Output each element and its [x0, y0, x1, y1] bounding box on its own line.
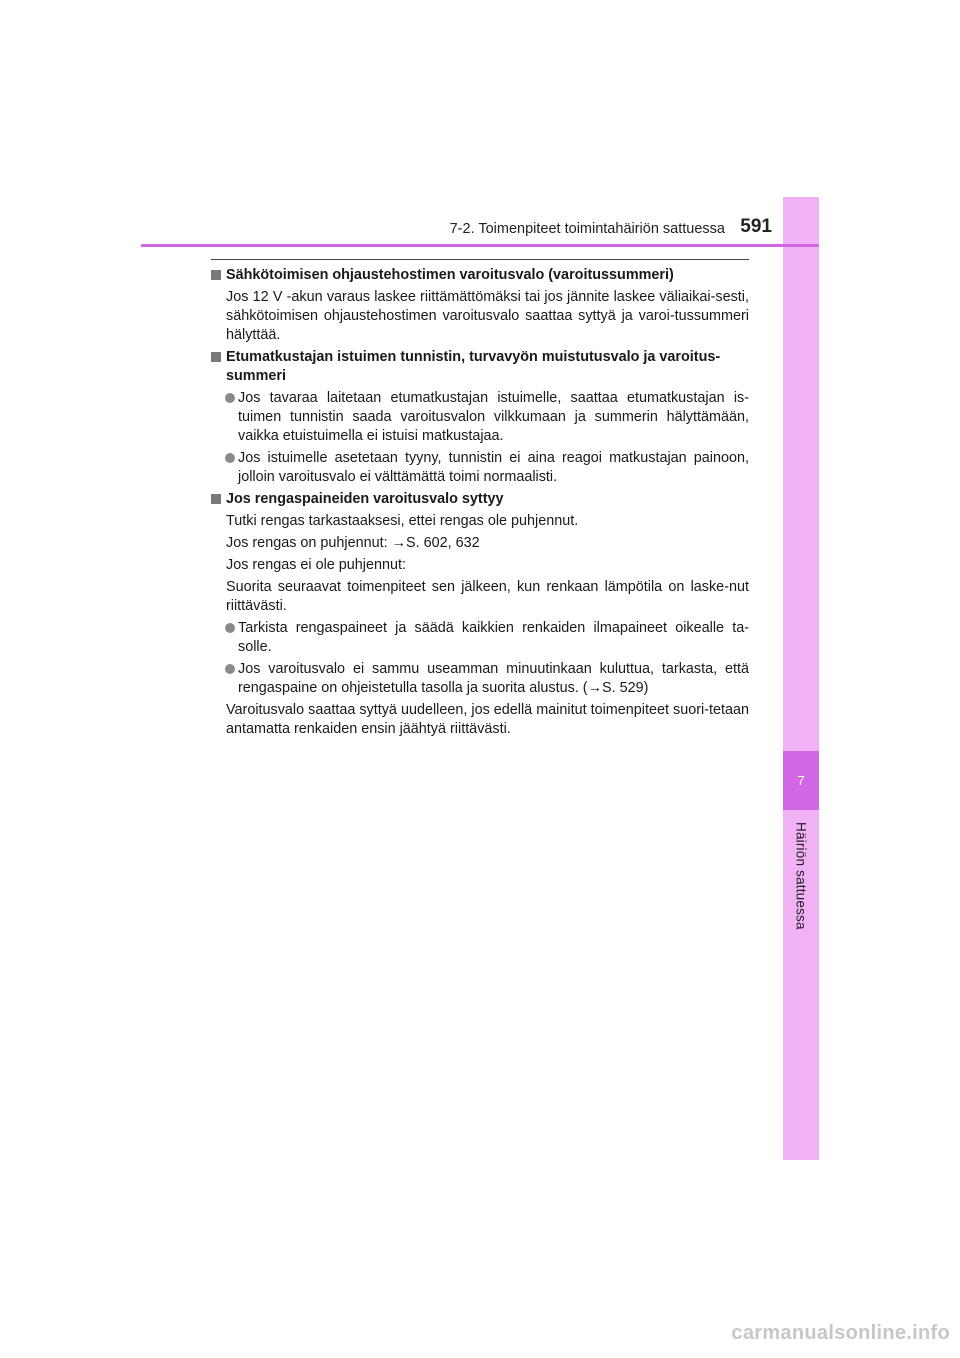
section-heading: Sähkötoimisen ohjaustehostimen varoitusvalo (varoitussummeri)	[211, 266, 749, 285]
header-rule	[141, 244, 819, 247]
square-bullet-icon	[211, 494, 221, 504]
section-heading: Etumatkustajan istuimen tunnistin, turvavyön muistutusvalo ja varoitus-summeri	[211, 348, 749, 386]
round-bullet-icon	[225, 393, 235, 403]
paragraph: Jos 12 V -akun varaus laskee riittämättömäksi tai jos jännite laskee väliaikai-sesti, sähkötoimisen ohjaustehostimen varoitusvalo saattaa syttyä ja varoi-tussummeri hälyttää.	[226, 289, 749, 343]
paragraph: Varoitusvalo saattaa syttyä uudelleen, jos edellä mainitut toimenpiteet suori-tetaan antamatta renkaiden ensin jäähtyä riittävästi.	[226, 702, 749, 737]
paragraph: Tutki rengas tarkastaaksesi, ettei rengas ole puhjennut.	[226, 513, 579, 529]
page-number: 591	[740, 216, 772, 237]
content-divider	[211, 259, 749, 260]
page-content	[211, 266, 749, 742]
list-item: Jos tavaraa laitetaan etumatkustajan istuimelle, saattaa etumatkustajan is-tuimen tunnistin saada varoitusvalon vilkkumaan ja summerin hälyttämään, vaikka etuistuimella ei istuisi matkustajaa.	[211, 389, 749, 446]
page-header	[141, 214, 819, 244]
list-item: Jos varoitusvalo ei sammu useamman minuutinkaan kuluttua, tarkasta, että rengaspaine on ohjeistetulla tasolla ja suorita alustus. (→S. 529)	[211, 660, 749, 698]
round-bullet-icon	[225, 453, 235, 463]
square-bullet-icon	[211, 270, 221, 280]
list-item: Jos istuimelle asetetaan tyyny, tunnistin ei aina reagoi matkustajan painoon, jolloin varoitusvalo ei välttämättä toimi normaalisti.	[211, 449, 749, 487]
side-tab	[783, 197, 819, 1160]
chapter-number: 7	[783, 751, 819, 810]
section-title: 7-2. Toimenpiteet toimintahäiriön sattuessa	[449, 221, 725, 237]
square-bullet-icon	[211, 352, 221, 362]
watermark: carmanualsonline.info	[731, 1322, 950, 1344]
paragraph: Suorita seuraavat toimenpiteet sen jälkeen, kun renkaan lämpötila on laske-nut riittävästi.	[226, 579, 749, 614]
section-heading: Jos rengaspaineiden varoitusvalo syttyy	[211, 490, 749, 509]
chapter-label: Häiriön sattuessa	[793, 821, 809, 930]
round-bullet-icon	[225, 623, 235, 633]
paragraph: Jos rengas on puhjennut: →S. 602, 632	[226, 535, 480, 551]
round-bullet-icon	[225, 664, 235, 674]
list-item: Tarkista rengaspaineet ja säädä kaikkien renkaiden ilmapaineet oikealle ta-solle.	[211, 619, 749, 657]
paragraph: Jos rengas ei ole puhjennut:	[226, 557, 407, 573]
